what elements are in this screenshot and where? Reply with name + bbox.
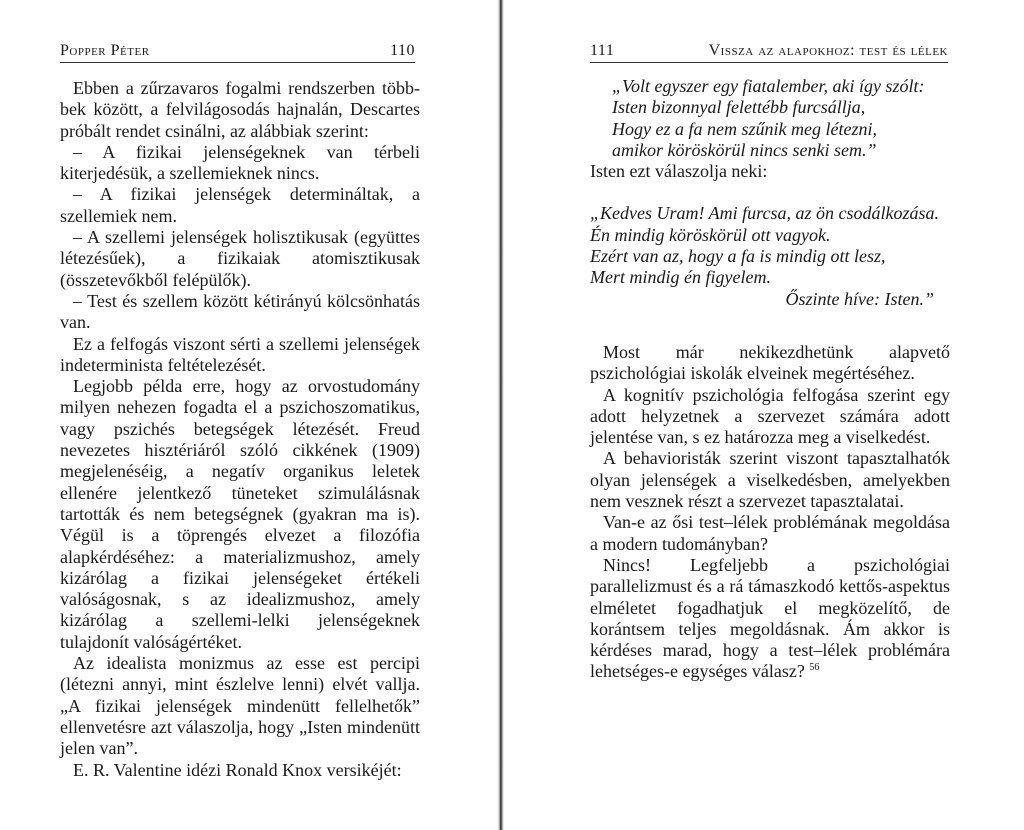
paragraph: – A fizikai jelenségek determináltak, a szellemiek nem.	[60, 184, 420, 226]
poem-line: Én mindig köröskörül ott vagyok.	[590, 224, 831, 245]
right-page-header	[590, 40, 948, 63]
paragraph: Ebben a zűrzavaros fogalmi rendszerben több-bek között, a felvilágosodás hajnalán, Descartes próbált rendet csinálni, az alábbiak szerint:	[60, 78, 420, 141]
poem-line: amikor köröskörül nincs senki sem.”	[612, 139, 877, 160]
paragraph: Most már nekikezdhetünk alapvető pszichológiai iskolák elveinek megértéséhez.	[590, 341, 950, 384]
poem-line: „Kedves Uram! Ami furcsa, az ön csodálkozása.	[590, 203, 939, 224]
paragraph: – A fizikai jelenségeknek van térbeli kiterjedésük, a szellemieknek nincs.	[60, 141, 420, 184]
poem-line: Hogy ez a fa nem szűnik meg létezni,	[612, 118, 877, 139]
poem-line: Isten bizonnyal felettébb furcsállja,	[612, 97, 866, 118]
left-page-body	[60, 78, 420, 781]
paragraph: – A szellemi jelenségek holisztikusak (együttes létezésűek), a fizikaiak atomisztikusak (összetevőkből felépülők).	[60, 227, 420, 290]
poem-interlude: Isten ezt válaszolja neki:	[590, 161, 768, 182]
running-title: Popper Péter	[60, 42, 150, 59]
left-page-header	[60, 40, 415, 63]
right-page-body	[590, 76, 950, 683]
poem-signature: Őszinte híve: Isten.”	[785, 288, 934, 309]
page-number: 110	[390, 42, 415, 59]
footnote-mark: 5	[809, 662, 815, 674]
paragraph: A kognitív pszichológia felfogása szerint egy adott helyzetnek a szervezet számára adott jelentése van, s ez határozza meg a viselkedést.	[590, 384, 950, 448]
paragraph: Ez a felfogás viszont sérti a szellemi jelenségek indeterminista feltételezését.	[60, 333, 420, 375]
paragraph: Nincs! Legfeljebb a pszichológiai parallelizmust és a rá támaszkodó kettős-aspektus elméletet fogadhatjuk el megközelítő, de korántsem teljes megoldásnak. Ám akkor is kérdéses marad, hogy a test–lélek problémára lehetséges-e egységes válasz?	[590, 554, 950, 682]
poem-line: „Volt egyszer egy fiatalember, aki így szólt:	[612, 76, 925, 96]
paragraph: A behavioristák szerint viszont tapasztalhatók olyan jelenségek a viselkedésben, amelyekben nem vesznek részt a szervezet tapasztalatai.	[590, 448, 950, 512]
poem-stanza	[590, 76, 950, 161]
paragraph: E. R. Valentine idézi Ronald Knox versikéjét:	[73, 759, 402, 780]
page-number: 111	[590, 42, 615, 59]
right-page	[504, 0, 1024, 830]
paragraph: Az idealista monizmus az esse est percipi (létezni annyi, mint észlelve lenni) elvét vallja. „A fizikai jelenségek mindenütt fellelhetők” ellenvetésre azt válaszolja, hogy „Isten mindenütt jelen van”.	[60, 653, 420, 759]
book-spine	[497, 0, 504, 830]
running-title: Vissza az alapokhoz: test és lélek	[708, 42, 948, 59]
paragraph: – Test és szellem között kétirányú kölcsönhatás van.	[60, 290, 420, 333]
paragraph: Legjobb példa erre, hogy az orvostudomány milyen nehezen fogadta el a pszichoszomatikus, vagy pszichés betegségek létezését. Freud nevezetes hisztériáról szóló cikkének (1909) megjelenéséig, a negatív organikus leletek ellenére jelentkező tüneteket szimulálásnak tartották és nem betegségnek (gyakran ma is). Végül is a töprengés elvezet a filozófia alapkérdéséhez: a materializmushoz, amely kizárólag a fizikai jelenségeket értékeli valóságosnak, s az idealizmushoz, amely kizárólag a szellemi-lelki jelenségeknek tulajdonít valóságértéket.	[60, 376, 420, 652]
paragraph: Van-e az ősi test–lélek problémának megoldása a modern tudományban?	[590, 512, 950, 554]
left-page	[0, 0, 497, 830]
poem-stanza	[590, 203, 950, 288]
poem-line: Mert mindig én figyelem.	[590, 267, 771, 288]
footnote-mark: 6	[814, 662, 820, 674]
paragraph-with-footnotes	[590, 555, 950, 683]
poem-line: Ezért van az, hogy a fa is mindig ott lesz,	[590, 246, 886, 267]
